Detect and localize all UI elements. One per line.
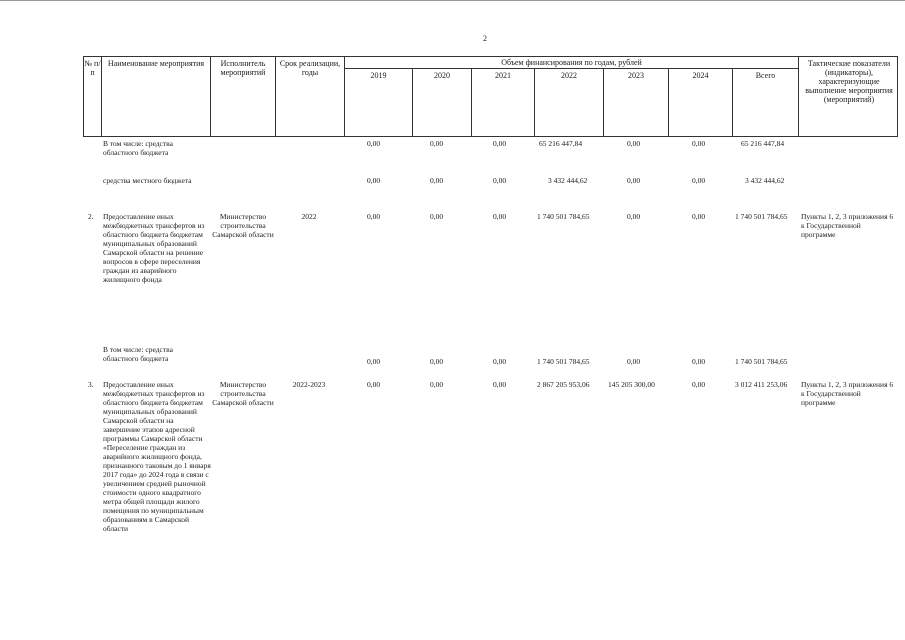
row-4-2021: 0,00	[493, 380, 507, 389]
header-num: № п/п	[84, 59, 101, 77]
row-1-2021: 0,00	[493, 176, 507, 185]
row-4-2022: 2 867 205 953,06	[537, 380, 590, 389]
row-3-2023: 0,00	[627, 357, 641, 366]
row-4-2019: 0,00	[367, 380, 381, 389]
row-2-executor: Министерство строительства Самарской области	[212, 212, 274, 239]
row-4-2023: 145 205 300,00	[608, 380, 655, 389]
header-year-2023: 2023	[628, 71, 644, 80]
header-year-2020: 2020	[434, 71, 450, 80]
header-name: Наименование мероприятия	[107, 59, 205, 68]
header-period: Срок реализации, годы	[279, 59, 341, 77]
row-1-name: средства местного бюджета	[103, 176, 192, 185]
row-0-2019: 0,00	[367, 139, 381, 148]
row-4-num: 3.	[88, 380, 94, 389]
row-0-2023: 0,00	[627, 139, 641, 148]
row-0-2022: 65 216 447,84	[539, 139, 583, 148]
row-0-2021: 0,00	[493, 139, 507, 148]
row-4-2024: 0,00	[692, 380, 706, 389]
row-0-2020: 0,00	[430, 139, 444, 148]
row-0-total: 65 216 447,84	[741, 139, 785, 148]
header-funding: Объем финансирования по годам, рублей	[501, 58, 642, 67]
header-indicators: Тактические показатели (индикаторы), характеризующие выполнение мероприятия (мероприятий)	[805, 59, 893, 104]
row-2-2019: 0,00	[367, 212, 381, 221]
row-4-executor: Министерство строительства Самарской области	[212, 380, 274, 407]
row-2-2024: 0,00	[692, 212, 706, 221]
top-border	[0, 0, 905, 1]
row-2-indicators: Пункты 1, 2, 3 приложения 6 к Государственной программе	[801, 212, 894, 239]
row-2-2022: 1 740 501 784,65	[537, 212, 590, 221]
row-0-2024: 0,00	[692, 139, 706, 148]
row-1-total: 3 432 444,62	[745, 176, 785, 185]
header-year-2022: 2022	[561, 71, 577, 80]
row-4-indicators: Пункты 1, 2, 3 приложения 6 к Государственной программе	[801, 380, 894, 407]
row-3-2020: 0,00	[430, 357, 444, 366]
row-1-2022: 3 432 444,62	[548, 176, 588, 185]
row-4-2020: 0,00	[430, 380, 444, 389]
row-2-2020: 0,00	[430, 212, 444, 221]
row-2-name: Предоставление иных межбюджетных трансфертов из областного бюджета бюджетам муниципальных образований Самарской области на решение вопросов в сфере переселения граждан из аварийного жилищного фонда	[103, 212, 205, 284]
header-year-2019: 2019	[370, 71, 387, 80]
row-3-2019: 0,00	[367, 357, 381, 366]
row-2-total: 1 740 501 784,65	[735, 212, 788, 221]
row-1-2020: 0,00	[430, 176, 444, 185]
row-0-name: В том числе: средства областного бюджета	[103, 139, 173, 157]
row-2-2023: 0,00	[627, 212, 641, 221]
header-executor: Исполнитель мероприятий	[220, 59, 266, 77]
row-4-period: 2022-2023	[292, 380, 326, 389]
row-1-2023: 0,00	[627, 176, 641, 185]
header-year-2024: 2024	[692, 71, 709, 80]
header-total: Всего	[755, 71, 776, 80]
header-year-2021: 2021	[495, 71, 511, 80]
row-2-period: 2022	[301, 212, 317, 221]
row-2-num: 2.	[88, 212, 94, 221]
row-4-name: Предоставление иных межбюджетных трансфертов из областного бюджета бюджетам муниципальных образований Самарской области на завершение этапов адресной программы Самарской области «Переселение граждан из аварийного жилищного фонда, признанного таковым до 1 января 2017 года» до 2024 года в связи с увеличением средней рыночной стоимости одного квадратного метра общей площади жилого помещения по муниципальным образованиям в Самарской области	[103, 380, 211, 533]
row-3-name: В том числе: средства областного бюджета	[103, 345, 173, 363]
row-2-2021: 0,00	[493, 212, 507, 221]
table-header	[83, 56, 898, 137]
row-3-2021: 0,00	[493, 357, 507, 366]
row-1-2019: 0,00	[367, 176, 381, 185]
row-3-total: 1 740 501 784,65	[735, 357, 788, 366]
row-4-total: 3 012 411 253,06	[735, 380, 788, 389]
row-3-2024: 0,00	[692, 357, 706, 366]
row-3-2022: 1 740 501 784,65	[537, 357, 590, 366]
row-1-2024: 0,00	[692, 176, 706, 185]
page-number: 2	[483, 34, 487, 43]
